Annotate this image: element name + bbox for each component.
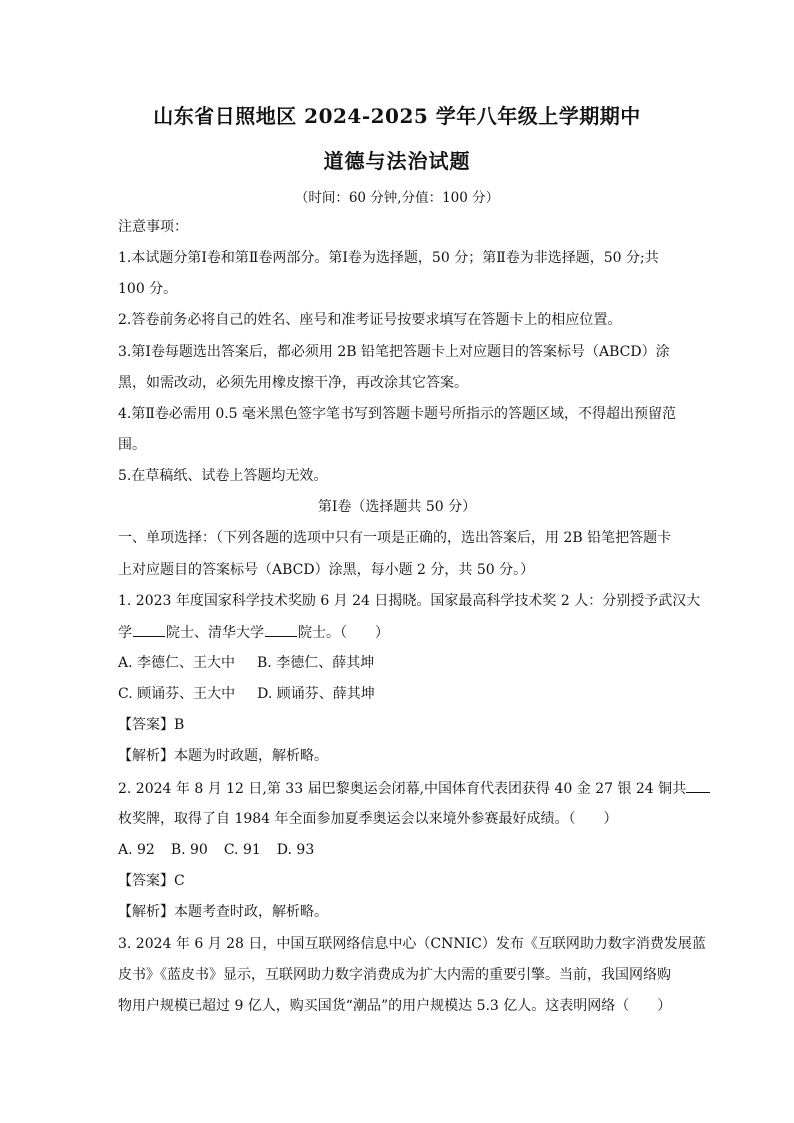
section-instruction-line-2: 上对应题目的答案标号（ABCD）涂黑，每小题 2 分，共 50 分。） — [118, 562, 535, 578]
time-score-note: （时间：60 分钟,分值：100 分） — [294, 190, 500, 206]
note-1-line-1: 1.本试题分第Ⅰ卷和第Ⅱ卷两部分。第Ⅰ卷为选择题，50 分；第Ⅱ卷为非选择题，50 分;共 — [118, 250, 659, 266]
question-2-answer: 【答案】C — [118, 873, 185, 889]
note-3-line-1: 3.第Ⅰ卷每题选出答案后，都必须用 2B 铅笔把答题卡上对应题目的答案标号（ABCD）涂 — [118, 344, 670, 360]
option-d: D. 顾诵芬、薛其坤 — [257, 686, 375, 702]
question-2-analysis: 【解析】本题考查时政，解析略。 — [118, 904, 328, 920]
question-1-options-row-1 — [118, 653, 678, 673]
note-1-line-2: 100 分。 — [118, 281, 178, 297]
question-1-line-1: 1. 2023 年度国家科学技术奖励 6 月 24 日揭晓。国家最高科学技术奖 2 人：分别授予武汉大 — [118, 593, 701, 609]
question-1-line-2 — [118, 622, 678, 643]
answer-blank — [133, 622, 165, 637]
option-c: C. 91 — [223, 842, 261, 858]
exam-title: 山东省日照地区 2024-2025 学年八年级上学期期中 — [153, 104, 641, 128]
option-d: D. 93 — [276, 842, 315, 858]
exam-subject: 道德与法治试题 — [323, 149, 471, 173]
option-b: B. 李德仁、薛其坤 — [257, 655, 375, 671]
question-2-options — [118, 840, 678, 860]
question-1-analysis: 【解析】本题为时政题，解析略。 — [118, 748, 328, 764]
section-heading: 第Ⅰ卷（选择题共 50 分） — [317, 499, 477, 515]
question-3-line-2: 皮书》《蓝皮书》显示，互联网助力数字消费成为扩大内需的重要引擎。当前，我国网络购 — [118, 967, 671, 983]
question-2-line-1 — [118, 778, 687, 799]
question-2-line-2: 枚奖牌，取得了自 1984 年全面参加夏季奥运会以来境外参赛最好成绩。（ ） — [118, 811, 618, 827]
question-1-options-row-2 — [118, 684, 678, 704]
note-4-line-1: 4.第Ⅱ卷必需用 0.5 毫米黑色签字笔书写到答题卡题号所指示的答题区域，不得超出预留范 — [118, 406, 677, 422]
question-3-line-3: 物用户规模已超过 9 亿人，购买国货“潮品”的用户规模达 5.3 亿人。这表明网络（ ） — [118, 998, 672, 1014]
answer-blank — [265, 622, 297, 637]
note-2: 2.答卷前务必将自己的姓名、座号和准考证号按要求填写在答题卡上的相应位置。 — [118, 312, 622, 328]
note-5: 5.在草稿纸、试卷上答题均无效。 — [118, 468, 328, 484]
question-3-line-1: 3. 2024 年 6 月 28 日，中国互联网络信息中心（CNNIC）发布《互联网助力数字消费发展蓝 — [118, 936, 706, 952]
section-instruction-line-1: 一、单项选择：（下列各题的选项中只有一项是正确的，选出答案后，用 2B 铅笔把答题卡 — [118, 530, 672, 546]
question-1-answer: 【答案】B — [118, 717, 185, 733]
option-b: B. 90 — [170, 842, 208, 858]
answer-blank — [686, 778, 710, 793]
question-1-text-part-1: 学 — [118, 625, 132, 641]
option-c: C. 顾诵芬、王大中 — [118, 686, 236, 702]
notes-heading: 注意事项： — [118, 219, 188, 235]
question-1-text-part-3: 院士。（ ） — [298, 625, 389, 641]
option-a: A. 92 — [118, 842, 155, 858]
question-1-text-part-2: 院士、清华大学 — [166, 625, 264, 641]
question-2-text: 2. 2024 年 8 月 12 日,第 33 届巴黎奥运会闭幕,中国体育代表团获得 40 金 27 银 24 铜共 — [118, 781, 687, 797]
option-a: A. 李德仁、王大中 — [118, 655, 236, 671]
note-4-line-2: 围。 — [118, 437, 146, 453]
note-3-line-2: 黑，如需改动，必须先用橡皮擦干净，再改涂其它答案。 — [118, 375, 468, 391]
